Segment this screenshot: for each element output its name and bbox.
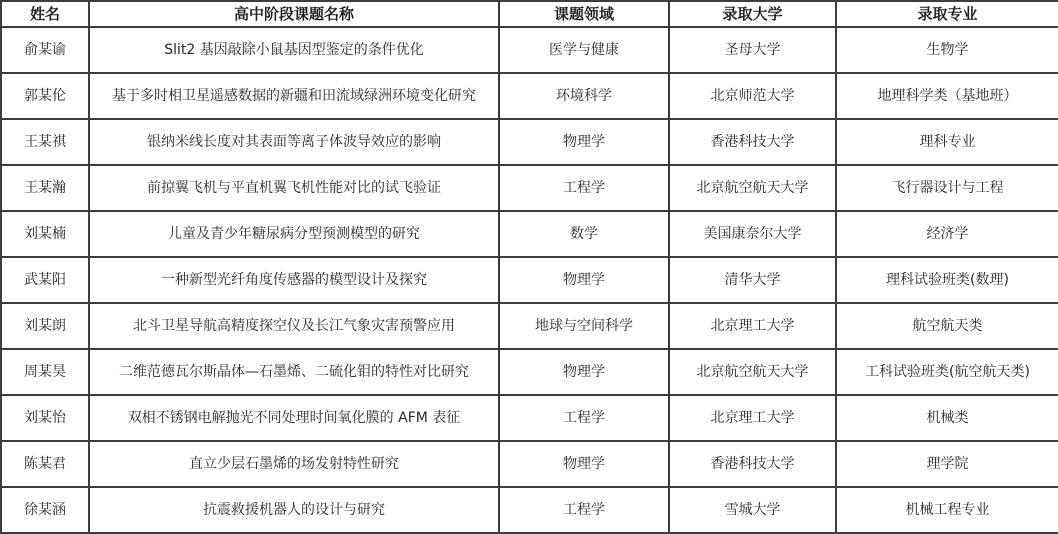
cell-name: 俞某谕	[1, 27, 89, 73]
cell-university: 清华大学	[669, 257, 836, 303]
cell-field: 地球与空间科学	[499, 303, 669, 349]
cell-field: 物理学	[499, 441, 669, 487]
cell-name: 刘某朗	[1, 303, 89, 349]
table-row	[1, 165, 1058, 211]
header-field: 课题领域	[499, 1, 669, 27]
header-topic: 高中阶段课题名称	[89, 1, 499, 27]
cell-university: 香港科技大学	[669, 441, 836, 487]
cell-major: 飞行器设计与工程	[836, 165, 1058, 211]
cell-name: 刘某怡	[1, 395, 89, 441]
cell-name: 陈某君	[1, 441, 89, 487]
header-row	[1, 1, 1058, 27]
cell-major: 地理科学类（基地班）	[836, 73, 1058, 119]
cell-name: 周某昊	[1, 349, 89, 395]
table-row	[1, 349, 1058, 395]
cell-field: 物理学	[499, 257, 669, 303]
cell-university: 雪城大学	[669, 487, 836, 533]
table-row	[1, 73, 1058, 119]
cell-topic: 二维范德瓦尔斯晶体—石墨烯、二硫化钼的特性对比研究	[89, 349, 499, 395]
cell-field: 工程学	[499, 487, 669, 533]
table-row	[1, 395, 1058, 441]
cell-major: 理科专业	[836, 119, 1058, 165]
cell-topic: 抗震救援机器人的设计与研究	[89, 487, 499, 533]
header-major: 录取专业	[836, 1, 1058, 27]
cell-major: 航空航天类	[836, 303, 1058, 349]
cell-name: 徐某涵	[1, 487, 89, 533]
cell-topic: 一种新型光纤角度传感器的模型设计及探究	[89, 257, 499, 303]
cell-university: 北京理工大学	[669, 303, 836, 349]
table-row	[1, 27, 1058, 73]
header-university: 录取大学	[669, 1, 836, 27]
cell-major: 理科试验班类(数理)	[836, 257, 1058, 303]
cell-name: 刘某楠	[1, 211, 89, 257]
cell-name: 王某瀚	[1, 165, 89, 211]
header-name: 姓名	[1, 1, 89, 27]
cell-topic: Slit2 基因敲除小鼠基因型鉴定的条件优化	[89, 27, 499, 73]
cell-major: 生物学	[836, 27, 1058, 73]
table-body	[1, 27, 1058, 533]
cell-field: 物理学	[499, 119, 669, 165]
table-row	[1, 487, 1058, 533]
cell-topic: 直立少层石墨烯的场发射特性研究	[89, 441, 499, 487]
cell-major: 机械类	[836, 395, 1058, 441]
table-row	[1, 119, 1058, 165]
table-row	[1, 441, 1058, 487]
cell-topic: 基于多时相卫星遥感数据的新疆和田流域绿洲环境变化研究	[89, 73, 499, 119]
cell-university: 北京理工大学	[669, 395, 836, 441]
cell-major: 经济学	[836, 211, 1058, 257]
cell-major: 机械工程专业	[836, 487, 1058, 533]
cell-field: 医学与健康	[499, 27, 669, 73]
table-row	[1, 257, 1058, 303]
cell-topic: 前掠翼飞机与平直机翼飞机性能对比的试飞验证	[89, 165, 499, 211]
cell-major: 理学院	[836, 441, 1058, 487]
cell-university: 香港科技大学	[669, 119, 836, 165]
cell-university: 北京航空航天大学	[669, 165, 836, 211]
cell-name: 王某祺	[1, 119, 89, 165]
table-row	[1, 303, 1058, 349]
cell-topic: 银纳米线长度对其表面等离子体波导效应的影响	[89, 119, 499, 165]
cell-field: 物理学	[499, 349, 669, 395]
cell-field: 工程学	[499, 165, 669, 211]
cell-field: 环境科学	[499, 73, 669, 119]
cell-major: 工科试验班类(航空航天类)	[836, 349, 1058, 395]
cell-university: 北京航空航天大学	[669, 349, 836, 395]
cell-university: 美国康奈尔大学	[669, 211, 836, 257]
cell-university: 北京师范大学	[669, 73, 836, 119]
cell-topic: 儿童及青少年糖尿病分型预测模型的研究	[89, 211, 499, 257]
cell-topic: 双相不锈钢电解抛光不同处理时间氧化膜的 AFM 表征	[89, 395, 499, 441]
cell-field: 工程学	[499, 395, 669, 441]
cell-university: 圣母大学	[669, 27, 836, 73]
cell-topic: 北斗卫星导航高精度探空仪及长江气象灾害预警应用	[89, 303, 499, 349]
cell-field: 数学	[499, 211, 669, 257]
cell-name: 郭某伦	[1, 73, 89, 119]
cell-name: 武某阳	[1, 257, 89, 303]
table-row	[1, 211, 1058, 257]
